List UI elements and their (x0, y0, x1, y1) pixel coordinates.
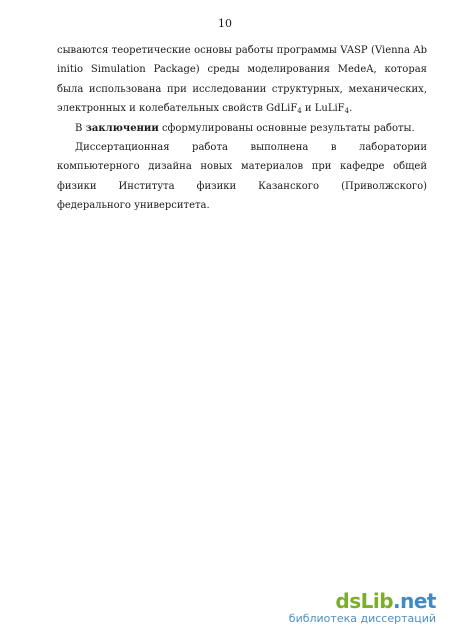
dslib-logo[interactable] (289, 591, 436, 611)
paragraph-conclusion-lead: В (75, 122, 86, 134)
paragraph-affiliation: Диссертационная работа выполнена в лаборатории компьютерного дизайна новых материалов при кафедре общей физики Института физики Казанского (Приволжского) федерального университета. (57, 142, 427, 212)
dslib-logo-part1: dsLib (335, 589, 394, 613)
paragraph-conclusion-rest: сформулированы основные результаты работы. (158, 122, 415, 134)
body-text (57, 41, 427, 216)
paragraph-methods-end: . (349, 103, 353, 115)
paragraph-methods-text: сываются теоретические основы работы программы VASP (Vienna Ab initio Simulation Package) среды моделирования MedeA, которая была использована при исследовании структурных, механических, электронных и колебательных свойств GdLiF (57, 45, 427, 115)
paragraph-conclusion-keyword: заключении (85, 122, 159, 134)
dslib-logo-part2: .net (393, 589, 436, 613)
paragraph-methods-conjunction: и LuLiF (301, 103, 345, 115)
page-number: 10 (218, 17, 232, 30)
dslib-tagline: библиотека диссертаций (288, 612, 436, 625)
paragraph-conclusion (57, 119, 427, 138)
paragraph-methods (57, 41, 427, 119)
subscript-lulif4: 4 (344, 107, 350, 116)
dslib-watermark[interactable] (289, 591, 436, 626)
subscript-gdlif4: 4 (297, 107, 302, 116)
